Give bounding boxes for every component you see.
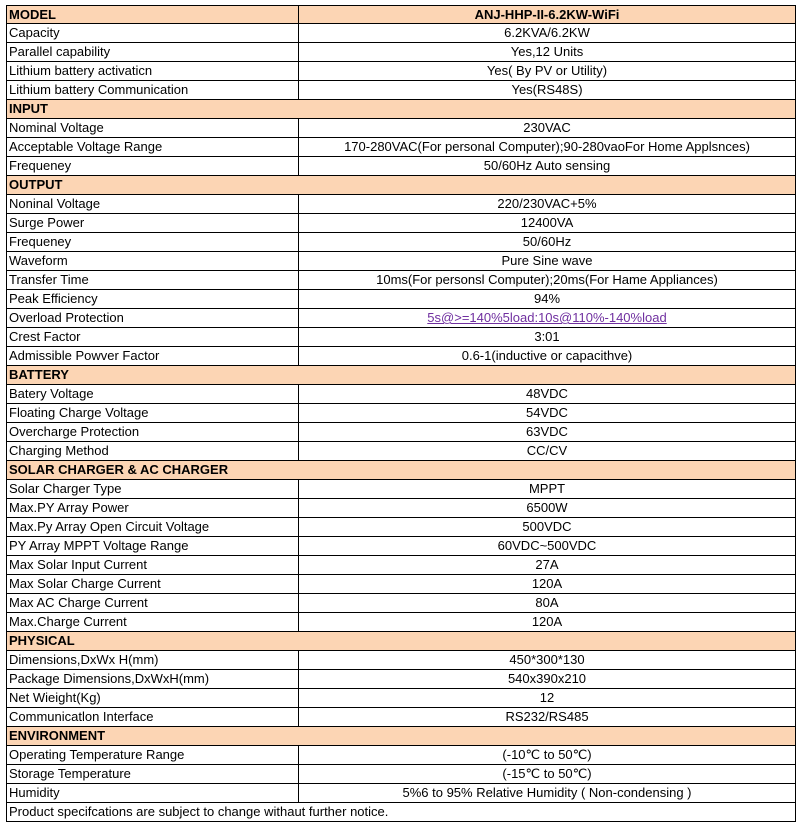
model-value: ANJ-HHP-II-6.2KW-WiFi (474, 7, 620, 22)
spec-row (6, 423, 796, 442)
spec-label: Crest Factor (7, 328, 299, 346)
section-header-physical (6, 632, 796, 651)
spec-value: 0.6-1(inductive or capacithve) (461, 348, 633, 363)
spec-row (6, 195, 796, 214)
spec-row (6, 271, 796, 290)
footer-note-row (6, 803, 796, 822)
spec-value: 500VDC (522, 519, 572, 534)
spec-value: 220/230VAC+5% (497, 196, 597, 211)
spec-label: Capacity (7, 24, 299, 42)
spec-row (6, 556, 796, 575)
spec-row (6, 157, 796, 176)
spec-row (6, 43, 796, 62)
spec-value: 6500W (526, 500, 568, 515)
spec-label: Frequeney (7, 157, 299, 175)
spec-row (6, 708, 796, 727)
spec-value: Pure Sine wave (501, 253, 593, 268)
spec-row (6, 214, 796, 233)
section-title: OUTPUT (9, 177, 63, 192)
spec-value: 120A (531, 576, 563, 591)
section-title: INPUT (9, 101, 48, 116)
spec-label: Max AC Charge Current (7, 594, 299, 612)
spec-row (6, 328, 796, 347)
spec-label: Communicatlon Interface (7, 708, 299, 726)
spec-value: 6.2KVA/6.2KW (504, 25, 590, 40)
spec-label: Max.Py Array Open Circuit Voltage (7, 518, 299, 536)
section-title: ENVIRONMENT (9, 728, 106, 743)
section-header-environment (6, 727, 796, 746)
spec-row (6, 309, 796, 328)
spec-value: 27A (535, 557, 559, 572)
spec-row (6, 404, 796, 423)
spec-label: Charging Method (7, 442, 299, 460)
section-title: SOLAR CHARGER & AC CHARGER (9, 462, 229, 477)
spec-row (6, 480, 796, 499)
spec-value: MPPT (528, 481, 566, 496)
spec-value: 54VDC (526, 405, 568, 420)
spec-row (6, 613, 796, 632)
spec-row (6, 670, 796, 689)
spec-row (6, 385, 796, 404)
spec-label: Waveform (7, 252, 299, 270)
spec-label: Surge Power (7, 214, 299, 232)
section-header-input (6, 100, 796, 119)
spec-label: Storage Temperature (7, 765, 299, 783)
spec-value: 50/60Hz Auto sensing (483, 158, 611, 173)
overload-protection-link (299, 309, 795, 327)
section-header-solar-charger-ac-charger (6, 461, 796, 480)
spec-value: (-10℃ to 50℃) (502, 747, 592, 762)
spec-value: RS232/RS485 (505, 709, 589, 724)
spec-row (6, 119, 796, 138)
spec-label: Max.Charge Current (7, 613, 299, 631)
spec-row (6, 233, 796, 252)
footer-note: Product specifcations are subject to change withaut further notice. (9, 804, 389, 819)
spec-value: Yes( By PV or Utility) (486, 63, 608, 78)
spec-label: Max Solar Charge Current (7, 575, 299, 593)
spec-value: 60VDC~500VDC (497, 538, 597, 553)
section-title: PHYSICAL (9, 633, 75, 648)
spec-row (6, 765, 796, 784)
section-header-output (6, 176, 796, 195)
section-header-battery (6, 366, 796, 385)
spec-row (6, 499, 796, 518)
spec-row (6, 537, 796, 556)
spec-label: Max.PY Array Power (7, 499, 299, 517)
spec-value: 94% (533, 291, 561, 306)
spec-label: Lithium battery Communication (7, 81, 299, 99)
spec-row (6, 24, 796, 43)
spec-value: 48VDC (526, 386, 568, 401)
spec-value: 80A (535, 595, 559, 610)
spec-label: Batery Voltage (7, 385, 299, 403)
section-title: BATTERY (9, 367, 69, 382)
spec-value: 230VAC (523, 120, 571, 135)
spec-row (6, 575, 796, 594)
spec-value: 5%6 to 95% Relative Humidity ( Non-condensing ) (402, 785, 692, 800)
spec-label: Frequeney (7, 233, 299, 251)
spec-value: 50/60Hz (522, 234, 572, 249)
spec-label: Admissible Powver Factor (7, 347, 299, 365)
spec-table (6, 5, 796, 822)
spec-row (6, 252, 796, 271)
spec-value: 540x390x210 (507, 671, 587, 686)
spec-value: Yes,12 Units (510, 44, 584, 59)
spec-label: Solar Charger Type (7, 480, 299, 498)
spec-label: Peak Efficiency (7, 290, 299, 308)
spec-value: (-15℃ to 50℃) (502, 766, 592, 781)
spec-row (6, 594, 796, 613)
spec-label: Overcharge Protection (7, 423, 299, 441)
spec-value: 450*300*130 (509, 652, 585, 667)
spec-value: 3:01 (534, 329, 560, 344)
spec-row (6, 746, 796, 765)
spec-label: Max Solar Input Current (7, 556, 299, 574)
spec-value: 63VDC (526, 424, 568, 439)
spec-row (6, 651, 796, 670)
spec-value: 170-280VAC(For personal Computer);90-280vaoFor Home Applsnces) (344, 139, 750, 154)
spec-label: Package Dimensions,DxWxH(mm) (7, 670, 299, 688)
spec-label: Humidity (7, 784, 299, 802)
model-header-row (6, 5, 796, 24)
spec-label: PY Array MPPT Voltage Range (7, 537, 299, 555)
spec-label: Lithium battery activaticn (7, 62, 299, 80)
spec-label: Net Wieight(Kg) (7, 689, 299, 707)
spec-row (6, 518, 796, 537)
spec-row (6, 290, 796, 309)
spec-label: Parallel capability (7, 43, 299, 61)
spec-value: Yes(RS48S) (511, 82, 583, 97)
spec-label: Overload Protection (7, 309, 299, 327)
spec-row (6, 81, 796, 100)
spec-row (6, 62, 796, 81)
spec-value: 12400VA (520, 215, 574, 230)
spec-label: Acceptable Voltage Range (7, 138, 299, 156)
spec-value: CC/CV (526, 443, 568, 458)
spec-row (6, 689, 796, 708)
spec-row (6, 138, 796, 157)
spec-row (6, 442, 796, 461)
model-label: MODEL (7, 6, 299, 23)
spec-value: 120A (531, 614, 563, 629)
spec-label: Nominal Voltage (7, 119, 299, 137)
spec-row (6, 347, 796, 366)
spec-label: Dimensions,DxWx H(mm) (7, 651, 299, 669)
spec-label: Transfer Time (7, 271, 299, 289)
spec-value: 12 (539, 690, 555, 705)
spec-label: Operating Temperature Range (7, 746, 299, 764)
spec-row (6, 784, 796, 803)
spec-label: Floating Charge Voltage (7, 404, 299, 422)
overload-protection-link-text[interactable]: 5s@>=140%5load:10s@110%-140%load (427, 310, 667, 325)
spec-label: Noninal Voltage (7, 195, 299, 213)
spec-value: 10ms(For personsl Computer);20ms(For Hame Appliances) (376, 272, 718, 287)
